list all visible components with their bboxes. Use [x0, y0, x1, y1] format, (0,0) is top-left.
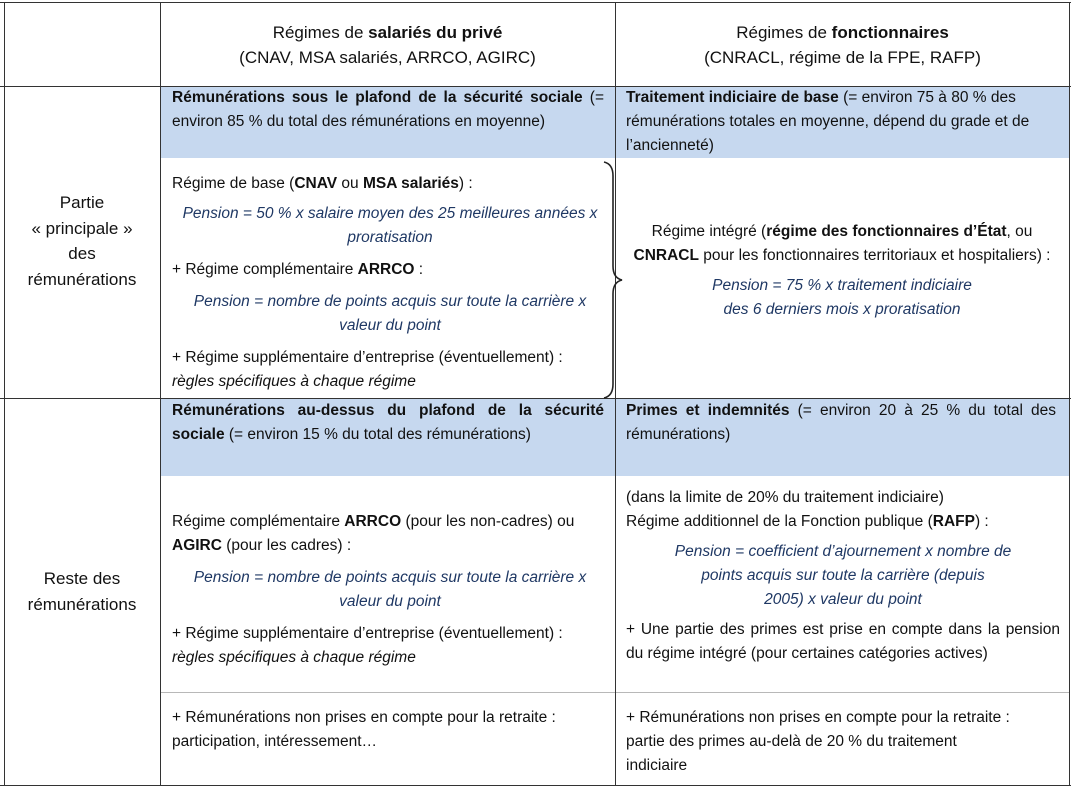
- base-scheme-line: Régime de base (CNAV ou MSA salariés) :: [172, 175, 473, 192]
- band-bonuses-text: Primes et indemnités (= environ 20 à 25 % du total des rémunérations): [626, 402, 1056, 443]
- civil-servant-integrated-scheme: [618, 220, 1066, 322]
- row-label-rest-pay: Reste des rémunérations: [27, 569, 137, 614]
- bonuses-integrated-note: + Une partie des primes est prise en compte dans la pension du régime intégré (pour certaines catégories actives): [626, 621, 1060, 662]
- excluded-pay-private: + Rémunérations non prises en compte pour la retraite : participation, intéressement…: [172, 709, 556, 750]
- header-private-schemes: Régimes de salariés du privé (CNAV, MSA salariés, ARRCO, AGIRC): [239, 23, 536, 67]
- formula-base-pension: Pension = 50 % x salaire moyen des 25 meilleures années x proratisation: [182, 205, 598, 246]
- row-label-main-pay: Partie « principale » des rémunérations: [27, 193, 137, 289]
- limit-note: (dans la limite de 20% du traitement indiciaire): [626, 489, 944, 506]
- band-above-ceiling-text: Rémunérations au-dessus du plafond de la sécurité sociale (= environ 15 % du total des rémunérations): [172, 402, 604, 443]
- grid-line: [1069, 2, 1070, 786]
- header-civil-servant-schemes: Régimes de fonctionnaires (CNRACL, régime de la FPE, RAFP): [704, 23, 981, 67]
- formula-arrco-pension: Pension = nombre de points acquis sur toute la carrière x valeur du point: [193, 293, 587, 334]
- excluded-pay-civil-servant: + Rémunérations non prises en compte pour la retraite : partie des primes au-delà de 20 % du traitement indiciaire: [626, 709, 1010, 774]
- grid-line: [4, 2, 5, 786]
- rafp-line: Régime additionnel de la Fonction publique (RAFP) :: [626, 513, 989, 530]
- formula-rafp-pension: Pension = coefficient d’ajournement x nombre de points acquis sur toute la carrière (depuis 2005) x valeur du point: [674, 543, 1012, 608]
- formula-integrated-pension: Pension = 75 % x traitement indiciaire des 6 derniers mois x proratisation: [712, 277, 972, 318]
- integrated-scheme-line: Régime intégré (régime des fonctionnaires d’État, ou CNRACL pour les fonctionnaires territoriaux et hospitaliers) :: [633, 223, 1051, 264]
- complementary-agirc-line: Régime complémentaire ARRCO (pour les non-cadres) ou AGIRC (pour les cadres) :: [172, 513, 575, 554]
- band-base-salary-text: Traitement indiciaire de base (= environ 75 à 80 % des rémunérations totales en moyenne, dépend du grade et de l’ancienneté): [626, 89, 1030, 154]
- grid-line: [160, 2, 161, 786]
- civil-servant-rest-schemes: [626, 486, 1060, 666]
- supplementary-scheme-line-2: + Régime supplémentaire d’entreprise (éventuellement) : règles spécifiques à chaque régime: [172, 625, 563, 666]
- complementary-scheme-line: + Régime complémentaire ARRCO :: [172, 261, 424, 278]
- formula-agirc-pension: Pension = nombre de points acquis sur toute la carrière x valeur du point: [193, 569, 587, 610]
- private-main-schemes: [172, 172, 608, 394]
- band-under-ceiling-text: Rémunérations sous le plafond de la sécurité sociale (= environ 85 % du total des rémunérations en moyenne): [172, 89, 604, 130]
- private-rest-schemes: [172, 510, 608, 670]
- supplementary-scheme-line: + Régime supplémentaire d’entreprise (éventuellement) : règles spécifiques à chaque régime: [172, 349, 563, 390]
